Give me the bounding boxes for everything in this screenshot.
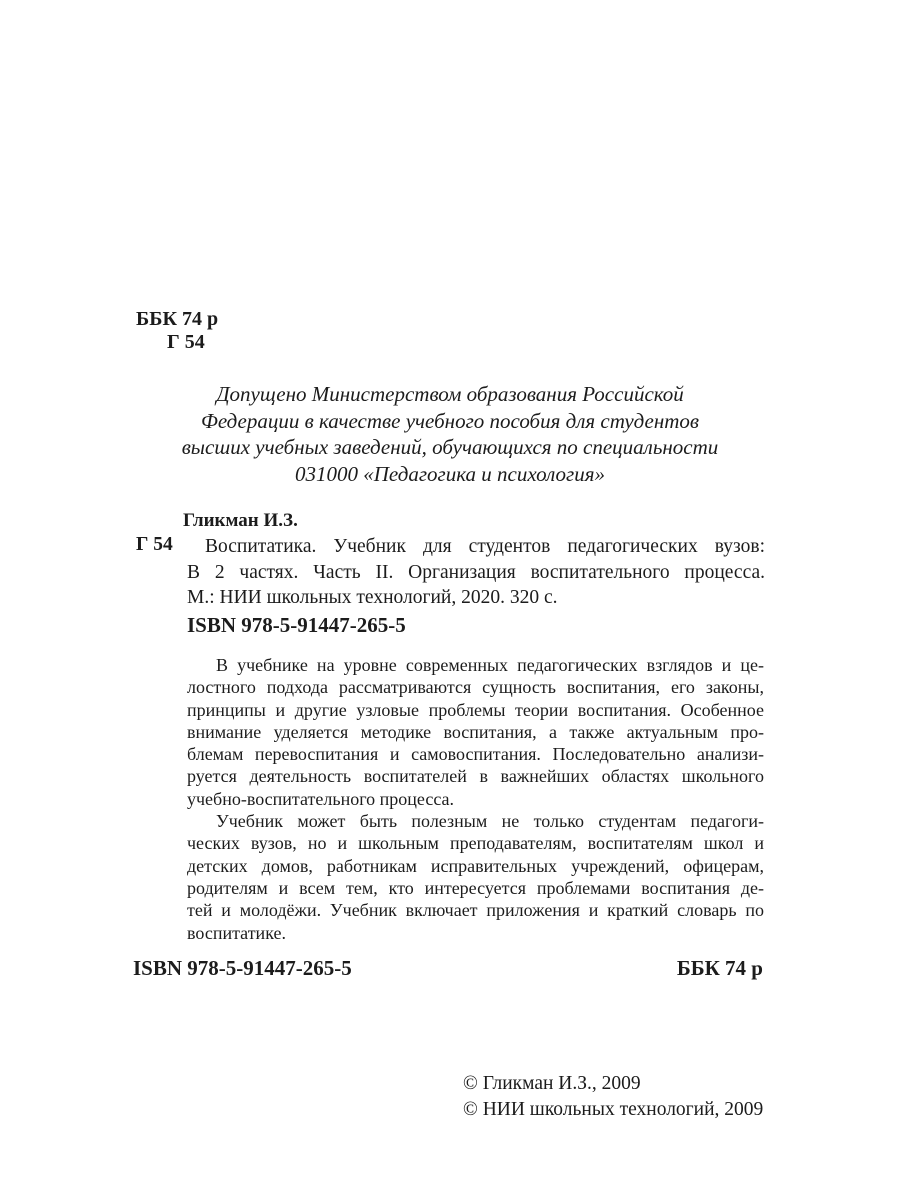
annotation-line: руется деятельность воспитателей в важнейших областях школьного (187, 766, 764, 787)
annotation-line: лостного подхода рассматриваются сущность воспитания, его законы, (187, 677, 764, 698)
annotation-line: Учебник может быть полезным не только студентам педагоги- (216, 811, 764, 832)
approval-line: Допущено Министерством образования Российской (216, 382, 684, 406)
catalog-number-label: Г 54 (136, 534, 173, 555)
approval-statement (90, 381, 810, 487)
annotation-line: В учебнике на уровне современных педагогических взглядов и це- (216, 655, 764, 675)
author-name: Гликман И.З. (183, 510, 298, 531)
annotation-line: учебно-воспитательного процесса. (187, 788, 455, 809)
catalog-number-top: Г 54 (167, 331, 205, 353)
annotation-line: ческих вузов, но и школьным преподавателям, воспитателям школ и (187, 833, 764, 854)
approval-line: 031000 «Педагогика и психология» (295, 461, 605, 486)
approval-line: Федерации в качестве учебного пособия для студентов (200, 408, 700, 433)
catalog-entry-line: Воспитатика. Учебник для студентов педагогических вузов: (205, 536, 765, 557)
annotation-line: принципы и другие узловые проблемы теории воспитания. Особенное (187, 699, 764, 720)
copyright-line: © НИИ школьных технологий, 2009 (463, 1098, 764, 1120)
annotation-line: воспитатике. (187, 922, 286, 943)
annotation-line: внимание уделяется методике воспитания, а также актуальным про- (187, 721, 764, 742)
annotation-line: родителям и всем тем, кто интересуется проблемами воспитания де- (187, 877, 764, 898)
bbk-code-top: ББК 74 р (136, 308, 219, 330)
copyright-line: © Гликман И.З., 2009 (463, 1073, 641, 1094)
isbn-number: ISBN 978-5-91447-265-5 (187, 613, 406, 637)
annotation-line: детских домов, работникам исправительных учреждений, офицерам, (187, 855, 764, 876)
approval-line: высших учебных заведений, обучающихся по специальности (181, 435, 719, 459)
footer-codes-row (133, 956, 763, 981)
catalog-entry (187, 534, 765, 611)
footer-isbn: ISBN 978-5-91447-265-5 (133, 956, 352, 980)
footer-bbk: ББК 74 р (676, 956, 763, 980)
annotation-text (187, 654, 764, 944)
catalog-entry-line: М.: НИИ школьных технологий, 2020. 320 с. (187, 587, 558, 609)
catalog-entry-line: В 2 частях. Часть II. Организация воспитательного процесса. (187, 561, 765, 583)
copyright-block (463, 1071, 763, 1122)
annotation-line: блемам перевоспитания и самовоспитания. Последовательно анализи- (187, 744, 764, 765)
annotation-line: тей и молодёжи. Учебник включает приложения и краткий словарь по (187, 900, 764, 921)
